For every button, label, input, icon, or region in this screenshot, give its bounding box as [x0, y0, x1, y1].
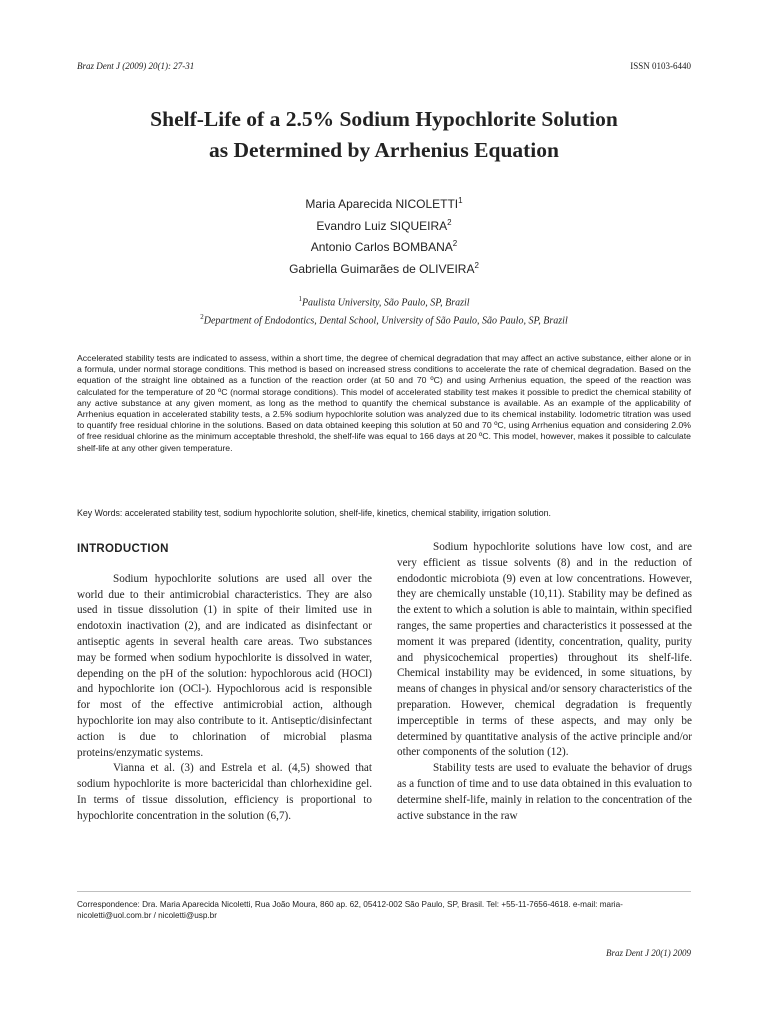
affiliation: $^1$Paulista University, São Paulo, SP, Brazil [298, 295, 470, 309]
paragraph: Stability tests are used to evaluate the behavior of drugs as a function of time and to use data obtained in this evaluation to determine shelf-life, mainly in relation to the concentration of the active substance in the raw [397, 762, 692, 822]
issn: ISSN 0103-6440 [630, 61, 691, 71]
author: Antonio Carlos BOMBANA$^2$ [310, 239, 458, 254]
correspondence-note: Correspondence: Dra. Maria Aparecida Nicoletti, Rua João Moura, 860 ap. 62, 05412-002 São Paulo, SP, Brasil. Tel: +55-11-7656-4618. e-mail: maria-nicoletti@uol.com.br / nicoletti@usp.br [77, 900, 623, 920]
affiliation-list [80, 292, 688, 329]
section-heading: INTRODUCTION [77, 543, 169, 555]
author: Gabriella Guimarães de OLIVEIRA$^2$ [289, 260, 479, 276]
author: Maria Aparecida NICOLETTI$^1$ [305, 196, 463, 211]
affiliation: $^2$Department of Endodontics, Dental School, University of São Paulo, São Paulo, SP, Brazil [200, 313, 568, 327]
abstract: Accelerated stability tests are indicated to assess, within a short time, the degree of chemical degradation that may affect an active substance, either alone or in a formula, under normal storage conditions. This method is based on increased stress conditions to accelerate the rate of chemical degradation. Based on the equation of the straight line obtained as a function of the reaction order (at 50 and 70 ºC) and using Arrhenius equation, the speed of the reaction was calculated for the temperature of 20 ºC (normal storage conditions). This model of accelerated stability test makes it possible to predict the chemical stability of any active substance at any given moment, as long as the method to quantify the chemical substance is available. As an example of the applicability of Arrhenius equation in accelerated stability tests, a 2.5% sodium hypochlorite solution was analyzed due to its chemical instability. Iodometric titration was used to quantify free residual chlorine in the solutions. Based on data obtained keeping this solution at 50 and 70 ºC, using Arrhenius equation and considering 2.0% of free residual chlorine as the minimum acceptable threshold, the shelf-life was equal to 166 days at 20 ºC. This model, however, makes it possible to calculate shelf-life at any other given temperature. [77, 353, 691, 453]
running-head [77, 61, 691, 75]
footnote-divider [77, 891, 691, 892]
right-column [397, 540, 692, 824]
article-title [60, 104, 708, 166]
paragraph: Sodium hypochlorite solutions have low cost, and are very efficient as tissue solvents (8) and in the reduction of endodontic microbiota (9) even at low concentrations. However, they are chemically unstable (10,11). Stability may be defined as the extent to which a solution is able to maintain, within specified ranges, the same properties and characteristics it possessed at the moment it was prepared (identity, concentration, quality, purity and physicochemical properties) throughout its shelf-life. Chemical instability may be evidenced, in some situations, by means of changes in physical and/or sensory characteristics of the preparation. However, chemical degradation is frequently imperceptible in terms of these aspects, and may only be determined by quantitative analysis of the active principle and/or other components of the solution (12). [397, 541, 692, 759]
title-line-1: Shelf-Life of a 2.5% Sodium Hypochlorite Solution [150, 107, 618, 131]
title-line-2: as Determined by Arrhenius Equation [208, 138, 559, 162]
page-footer: Braz Dent J 20(1) 2009 [606, 948, 691, 958]
author-list [100, 192, 668, 278]
author: Evandro Luiz SIQUEIRA$^2$ [316, 217, 452, 233]
left-column [77, 540, 372, 825]
keywords: Key Words: accelerated stability test, sodium hypochlorite solution, shelf-life, kinetics, chemical stability, irrigation solution. [77, 508, 551, 518]
journal-citation: Braz Dent J (2009) 20(1): 27-31 [77, 61, 195, 71]
paragraph: Vianna et al. (3) and Estrela et al. (4,5) showed that sodium hypochlorite is more bactericidal than chlorhexidine gel. In terms of tissue dissolution, efficiency is proportional to hypochlorite concentration in the solution (6,7). [77, 762, 372, 822]
paragraph: Sodium hypochlorite solutions are used all over the world due to their antimicrobial characteristics. They are also used in tissue dissolution (1) in spite of their limited use in endotoxin inactivation (2), and are indicated as disinfectant or antiseptic agents in several health care areas. Two substances may be formed when sodium hypochlorite is dissolved in water, depending on the pH of the solution: hypochlorous acid (HOCl) and hypochlorite ion (OCl-). Hypochlorous acid is responsible for most of the effective antimicrobial action, although hypochlorite ion may also contribute to it. Antiseptic/disinfectant action is due to chlorination of microbial plasma proteins/enzymatic systems. [77, 572, 372, 759]
